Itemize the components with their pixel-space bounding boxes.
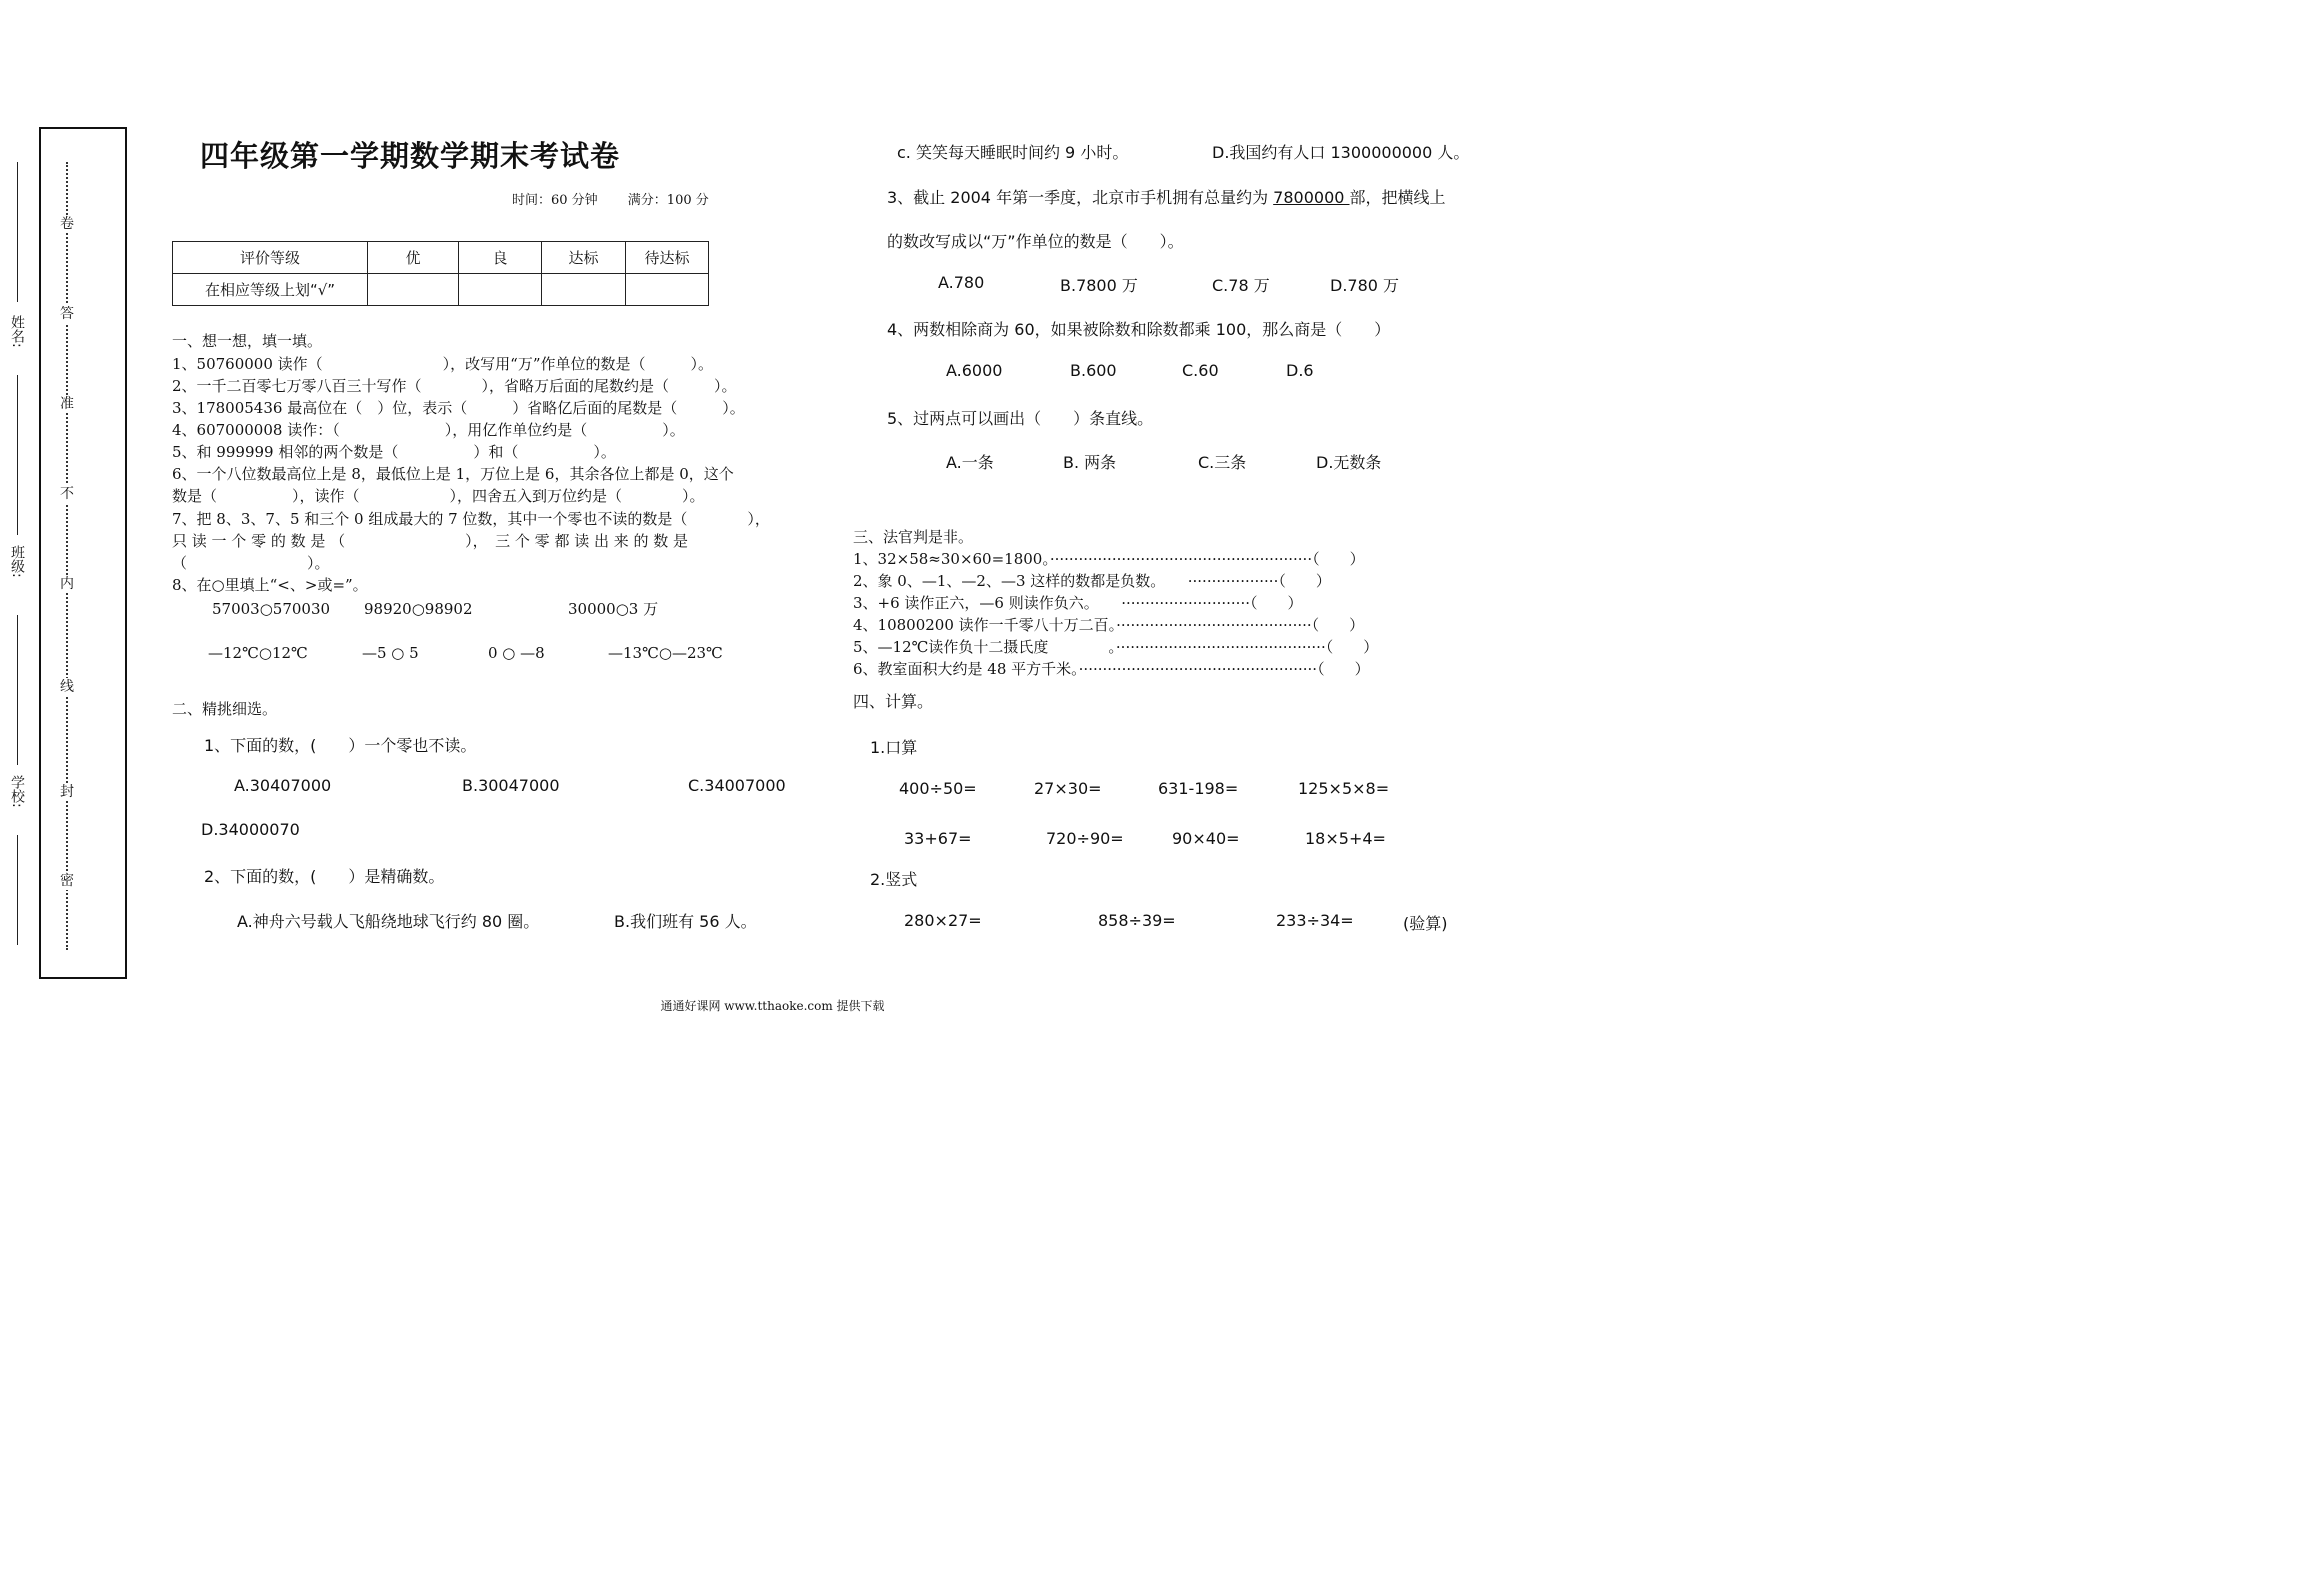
exam-page (0, 0, 1545, 1072)
seal-char: 线 (60, 679, 74, 695)
choice-option: C.78 万 (1212, 276, 1270, 295)
calc-item: 18×5+4= (1305, 829, 1386, 848)
choice-option: B.7800 万 (1060, 276, 1138, 295)
seal-char: 内 (60, 576, 74, 592)
page-title: 四年级第一学期数学期末考试卷 (200, 139, 621, 173)
judge-item: 3、+6 读作正六，—6 则读作负六。 ···························（ ） (853, 594, 1303, 612)
fill-question: 3、178005436 最高位在（ ）位，表示（ ）省略亿后面的尾数是（ ）。 (172, 399, 745, 417)
table-row (173, 242, 709, 274)
fill-question: 6、一个八位数最高位上是 8，最低位上是 1，万位上是 6，其余各位上都是 0，这个 (172, 465, 734, 483)
compare-item: 57003○570030 (212, 600, 331, 618)
calc-item: 233÷34= (1276, 911, 1354, 930)
choice-option: D.780 万 (1330, 276, 1400, 295)
choice-option: A.6000 (946, 361, 1003, 380)
q3-text-post: 部，把横线上 (1349, 188, 1446, 207)
page-footer: 通通好课网 www.tthaoke.com 提供下载 (660, 999, 885, 1013)
choice-option: D.我国约有人口 1300000000 人。 (1212, 143, 1470, 162)
class-write-line[interactable] (17, 375, 18, 535)
name-write-line[interactable] (17, 162, 18, 302)
fill-question: 只 读 一 个 零 的 数 是 （ ）， 三 个 零 都 读 出 来 的 数 是 (172, 532, 689, 550)
judge-item: 2、象 0、—1、—2、—3 这样的数都是负数。 ···················（ ） (853, 572, 1331, 590)
school-write-line[interactable] (17, 615, 18, 765)
choice-option: B.我们班有 56 人。 (614, 912, 757, 931)
grade-header: 优 (368, 242, 459, 274)
calc-item: 400÷50= (899, 779, 977, 798)
table-row (173, 274, 709, 306)
choice-option: c. 笑笑每天睡眠时间约 9 小时。 (897, 143, 1129, 162)
fill-question: （ ）。 (172, 554, 330, 572)
compare-item: 98920○98902 (364, 600, 473, 618)
choice-option: D.6 (1286, 361, 1314, 380)
grade-header: 评价等级 (173, 242, 368, 274)
fill-question: 1、50760000 读作（ ），改写用“万”作单位的数是（ ）。 (172, 355, 713, 373)
choice-question-cont: 的数改写成以“万”作单位的数是（ ）。 (887, 232, 1184, 251)
seal-char: 卷 (60, 216, 74, 232)
choice-option: B.600 (1070, 361, 1117, 380)
q3-underlined-number: 7800000 (1273, 188, 1350, 207)
calc-item-check: (验算) (1403, 914, 1448, 933)
calc-item: 631-198= (1158, 779, 1239, 798)
judge-item: 5、—12℃读作负十二摄氏度 。············································（ ） (853, 638, 1379, 656)
compare-item: —12℃○12℃ (208, 644, 308, 662)
fill-question: 5、和 999999 相邻的两个数是（ ）和（ ）。 (172, 443, 616, 461)
compare-item: 30000○3 万 (568, 600, 659, 618)
exam-meta: 时间：60 分钟 满分：100 分 (512, 193, 709, 208)
fill-question: 7、把 8、3、7、5 和三个 0 组成最大的 7 位数，其中一个零也不读的数是（ ）， (172, 510, 770, 528)
calc-item: 858÷39= (1098, 911, 1176, 930)
choice-question: 4、两数相除商为 60，如果被除数和除数都乘 100，那么商是（ ） (887, 320, 1391, 339)
choice-option: A.一条 (946, 453, 994, 472)
choice-option: D.34000070 (201, 820, 300, 839)
choice-option: D.无数条 (1316, 453, 1382, 472)
seal-char: 答 (60, 306, 74, 322)
choice-option: A.780 (938, 273, 985, 292)
calc-item: 280×27= (904, 911, 982, 930)
grade-cell-excellent[interactable] (368, 274, 459, 306)
section4-title: 四、计算。 (853, 692, 934, 711)
choice-question: 1、下面的数，( ）一个零也不读。 (204, 736, 477, 755)
judge-item: 1、32×58≈30×60=1800。·······················································（ ） (853, 550, 1365, 568)
compare-item: 0 ○ —8 (488, 644, 545, 662)
choice-option: A.神舟六号载人飞船绕地球飞行约 80 圈。 (237, 912, 540, 931)
school-label: 学校: (9, 775, 25, 808)
vertical-calc-title: 2.竖式 (870, 870, 918, 889)
grade-cell-good[interactable] (459, 274, 542, 306)
grade-header: 良 (459, 242, 542, 274)
choice-question (887, 185, 1446, 208)
grade-row-label: 在相应等级上划“√” (173, 274, 368, 306)
judge-item: 4、10800200 读作一千零八十万二百。·········································（ ） (853, 616, 1365, 634)
calc-item: 27×30= (1034, 779, 1102, 798)
grade-header: 达标 (542, 242, 626, 274)
q3-text-pre: 3、截止 2004 年第一季度，北京市手机拥有总量约为 (887, 188, 1274, 207)
school-write-line-lower[interactable] (17, 835, 18, 945)
choice-option: B. 两条 (1063, 453, 1117, 472)
calc-item: 125×5×8= (1298, 779, 1390, 798)
choice-question: 2、下面的数，( ）是精确数。 (204, 867, 445, 886)
choice-option: C.三条 (1198, 453, 1247, 472)
compare-item: —13℃○—23℃ (608, 644, 723, 662)
seal-dotted-line (66, 162, 68, 950)
choice-option: B.30047000 (462, 776, 560, 795)
section2-title: 二、精挑细选。 (172, 700, 278, 718)
compare-item: —5 ○ 5 (362, 644, 419, 662)
seal-char: 密 (60, 873, 74, 889)
calc-item: 33+67= (904, 829, 972, 848)
binding-strip (39, 127, 127, 979)
section3-title: 三、法官判是非。 (853, 528, 974, 546)
seal-char: 不 (60, 486, 74, 502)
section1-title: 一、想一想，填一填。 (172, 332, 323, 350)
grade-cell-pending[interactable] (626, 274, 709, 306)
fill-question: 8、在○里填上“<、>或=”。 (172, 576, 368, 594)
choice-option: A.30407000 (234, 776, 332, 795)
seal-char: 准 (60, 396, 74, 412)
calc-item: 720÷90= (1046, 829, 1124, 848)
fill-question: 数是（ ），读作（ ），四舍五入到万位约是（ ）。 (172, 487, 705, 505)
calc-item: 90×40= (1172, 829, 1240, 848)
fill-question: 2、一千二百零七万零八百三十写作（ ），省略万后面的尾数约是（ ）。 (172, 377, 737, 395)
oral-calc-title: 1.口算 (870, 738, 918, 757)
fill-question: 4、607000008 读作：（ ），用亿作单位约是（ ）。 (172, 421, 685, 439)
choice-option: C.34007000 (688, 776, 786, 795)
class-label: 班级: (9, 545, 25, 578)
grade-cell-pass[interactable] (542, 274, 626, 306)
judge-item: 6、教室面积大约是 48 平方千米。··················································（ ） (853, 660, 1370, 678)
choice-option: C.60 (1182, 361, 1219, 380)
choice-question: 5、过两点可以画出（ ）条直线。 (887, 409, 1154, 428)
seal-char: 封 (60, 784, 74, 800)
grade-header: 待达标 (626, 242, 709, 274)
grade-table (172, 241, 709, 306)
name-label: 姓名: (9, 315, 25, 348)
